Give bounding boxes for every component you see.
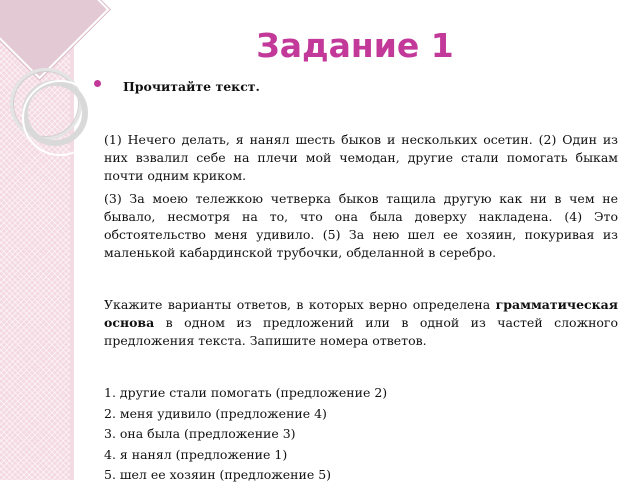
bullet-dot-icon xyxy=(94,80,101,87)
sidebar-edge xyxy=(70,0,74,480)
task-text-end: в одном из предложений или в одной из частей сложного предложения текста. Запишите номера ответов. xyxy=(104,315,618,348)
slide-title: Задание 1 xyxy=(256,26,454,65)
ring-decoration-highlight xyxy=(22,80,98,156)
text-paragraph-1: (1) Нечего делать, я нанял шесть быков и нескольких осетин. (2) Один из них взвалил себе на плечи мой чемодан, другие стали помогать быкам почти одним криком. xyxy=(104,132,618,183)
instruction-text: Прочитайте текст. xyxy=(123,79,260,94)
answer-options-list xyxy=(104,384,618,484)
instruction-bullet xyxy=(104,78,618,96)
answer-option: 3. она была (предложение 3) xyxy=(104,426,296,442)
task-text-start: Укажите варианты ответов, в которых верно определена xyxy=(104,297,496,312)
task-description xyxy=(104,296,618,350)
answer-option: 2. меня удивило (предложение 4) xyxy=(104,405,327,421)
text-paragraph-2: (3) За моею тележкою четверка быков тащила другую как ни в чем не бывало, несмотря на то, что она была доверху накладена. (4) Это обстоятельство меня удивило. (5) За нею шел ее хозяин, покуривая из маленькой кабардинской трубочки, обделанной в серебро. xyxy=(104,191,618,260)
answer-option: 5. шел ее хозяин (предложение 5) xyxy=(104,467,332,483)
answer-option: 1. другие стали помогать (предложение 2) xyxy=(104,385,388,400)
task-text-bold: грамматическая основа xyxy=(104,297,618,330)
answer-option: 4. я нанял (предложение 1) xyxy=(104,446,288,462)
slide-content xyxy=(104,78,618,487)
